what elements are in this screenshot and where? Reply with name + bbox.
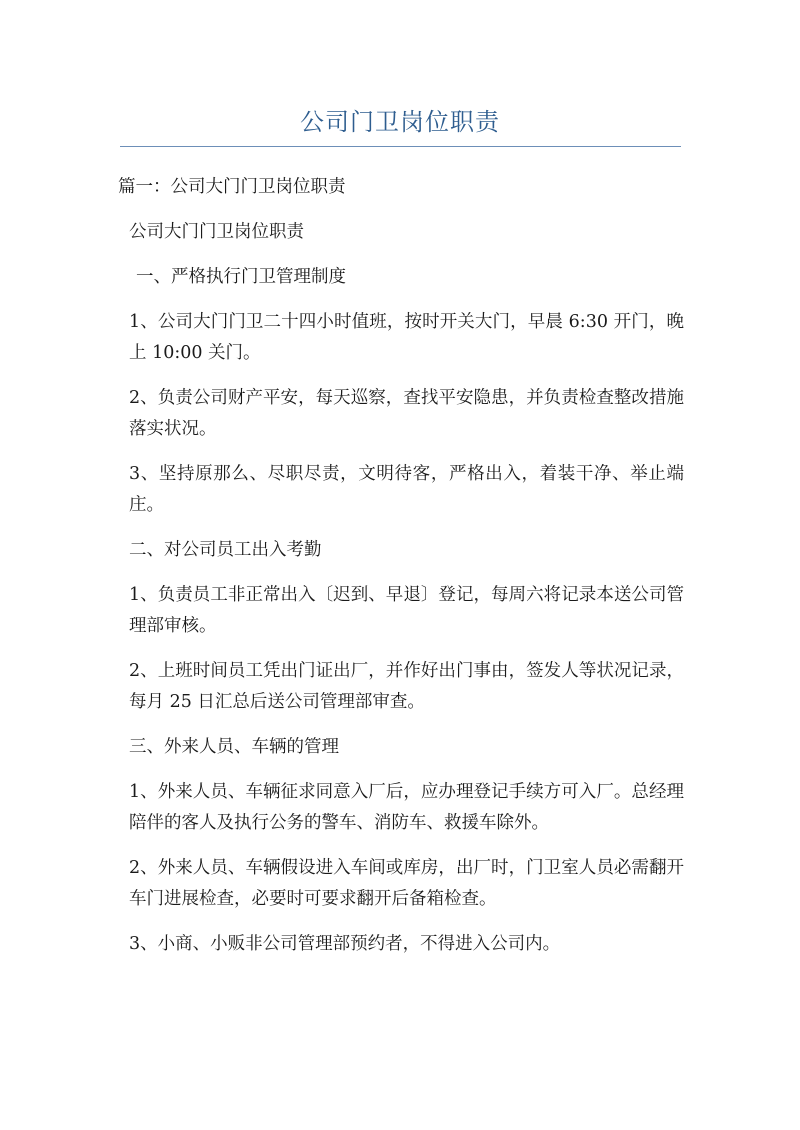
paragraph: 2、负责公司财产平安，每天巡察，查找平安隐患，并负责检查整改措施落实状况。 <box>129 388 684 439</box>
section-heading: 二、对公司员工出入考勤 <box>129 540 322 560</box>
section-heading: 一、严格执行门卫管理制度 <box>136 267 346 287</box>
document-title: 公司门卫岗位职责 <box>300 108 500 136</box>
document-body <box>118 172 684 974</box>
subtitle: 公司大门门卫岗位职责 <box>129 222 304 242</box>
paragraph: 1、公司大门门卫二十四小时值班，按时开关大门，早晨 6:30 开门，晚上 10:00 关门。 <box>129 312 684 363</box>
paragraph: 2、外来人员、车辆假设进入车间或库房，出厂时，门卫室人员必需翻开车门进展检查，必要时可要求翻开后备箱检查。 <box>129 858 684 909</box>
paragraph: 1、外来人员、车辆征求同意入厂后，应办理登记手续方可入厂。总经理陪伴的客人及执行公务的警车、消防车、救援车除外。 <box>129 782 684 833</box>
title-divider <box>120 146 681 147</box>
paragraph: 1、负责员工非正常出入〔迟到、早退〕登记，每周六将记录本送公司管理部审核。 <box>129 585 684 636</box>
paragraph: 3、坚持原那么、尽职尽责，文明待客，严格出入，着装干净、举止端庄。 <box>129 464 684 515</box>
paragraph: 2、上班时间员工凭出门证出厂，并作好出门事由，签发人等状况记录，每月 25 日汇总后送公司管理部审查。 <box>129 661 684 712</box>
paragraph: 3、小商、小贩非公司管理部预约者，不得进入公司内。 <box>129 934 561 954</box>
section-heading: 三、外来人员、车辆的管理 <box>129 737 339 757</box>
section-heading: 篇一：公司大门门卫岗位职责 <box>118 177 346 197</box>
